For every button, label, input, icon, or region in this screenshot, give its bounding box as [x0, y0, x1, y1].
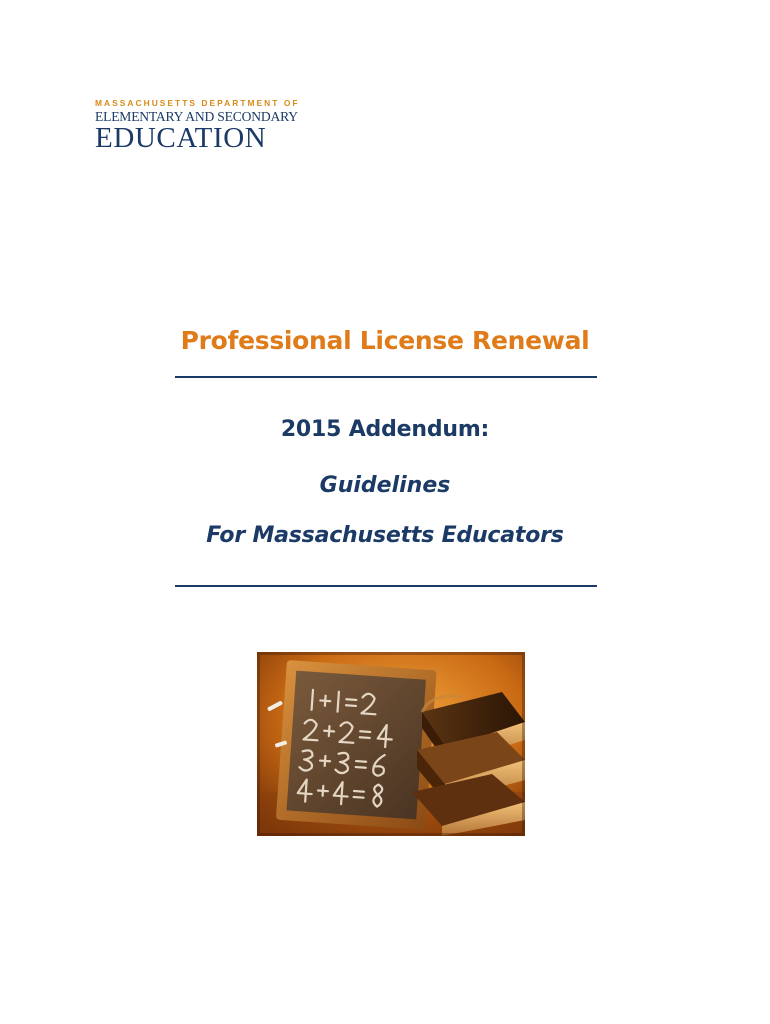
- dese-logo: [95, 98, 300, 154]
- logo-department-line: MASSACHUSETTS DEPARTMENT OF: [95, 98, 300, 108]
- addendum-heading: 2015 Addendum:: [280, 417, 490, 442]
- chalkboard: [276, 660, 437, 830]
- guidelines-heading: Guidelines: [319, 473, 451, 498]
- chalkboard-books-photo: [257, 652, 525, 836]
- logo-school-level-line: ELEMENTARY AND SECONDARY: [95, 109, 298, 124]
- title-divider-bottom: [175, 585, 597, 587]
- document-title: Professional License Renewal: [180, 326, 590, 355]
- audience-heading: For Massachusetts Educators: [206, 523, 564, 548]
- title-divider-top: [175, 376, 597, 378]
- logo-education-line: EDUCATION: [95, 122, 267, 154]
